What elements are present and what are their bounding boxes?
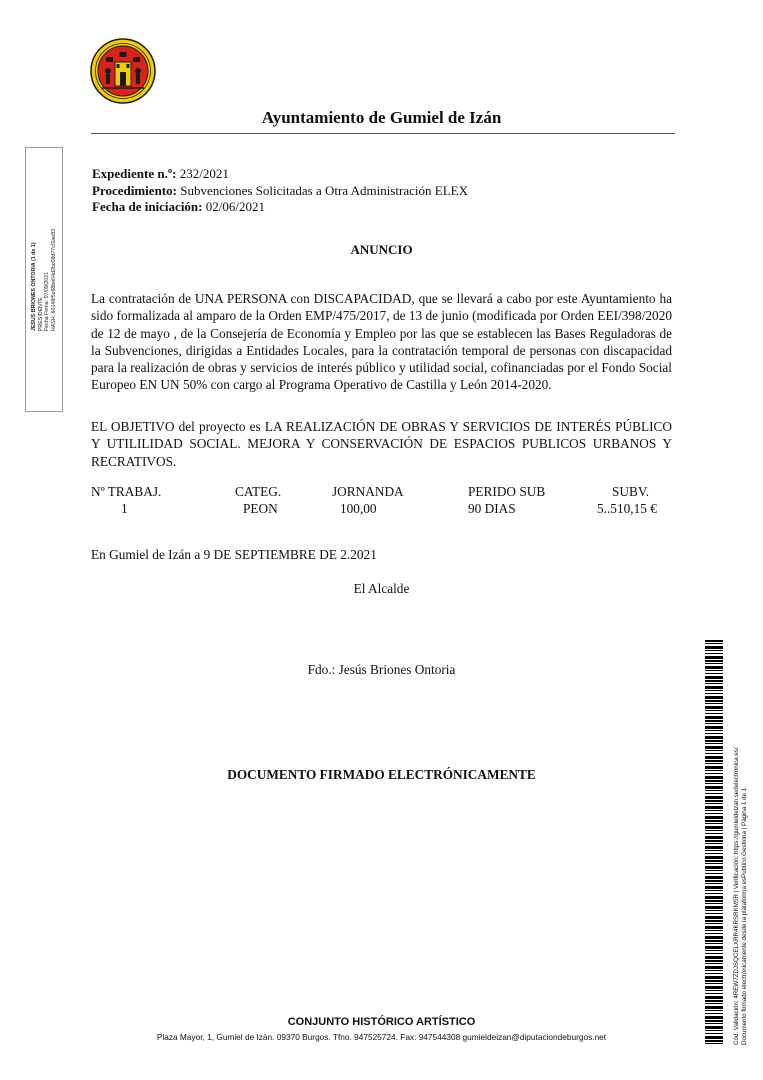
signer-role: PRESIDENTE — [37, 296, 44, 331]
cell-workday: 100,00 — [340, 501, 377, 516]
col-header-workday: JORNANDA — [332, 484, 404, 499]
mayor-title: El Alcalde — [353, 581, 410, 596]
electronic-signature-notice: DOCUMENTO FIRMADO ELECTRÓNICAMENTE — [227, 767, 536, 782]
expediente-label: Expediente n.º: — [92, 166, 177, 181]
cell-workers: 1 — [121, 501, 128, 516]
fecha-value: 02/06/2021 — [205, 199, 265, 214]
col-header-subsidy: SUBV. — [612, 484, 650, 499]
signature-date: Fecha Firma: 07/09/2021 — [44, 271, 50, 331]
paragraph-objective: EL OBJETIVO del proyecto es LA REALIZACIÓN DE OBRAS Y SERVICIOS DE INTERÉS PÚBLICO Y UTILILIDAD SOCIAL. MEJORA Y CONSERVACIÓN DE ESPACIOS PUBLICOS URBANOS Y RECRATIVOS. — [91, 419, 672, 469]
footer-address: Plaza Mayor, 1, Gumiel de Izán. 09370 Burgos. Tfno. 947525724. Fax: 947544308 gumieldeizan@diputaciondeburgos.net — [156, 1032, 607, 1042]
verification-code: Cód. Validación: 4REW7ZDJSQCELXRR4KRSRKM5R | Verificación: https://gumieldeizan.sedelectronica.es/ — [733, 747, 740, 1045]
cell-subsidy: 5..510,15 € — [597, 501, 657, 516]
procedimiento-label: Procedimiento: — [92, 182, 177, 198]
signed-by: Fdo.: Jesús Briones Ontoria — [307, 662, 456, 677]
col-header-period: PERIDO SUB — [468, 484, 546, 499]
signature-stamp — [25, 147, 63, 412]
col-header-category: CATEG. — [235, 484, 282, 499]
header-divider — [91, 133, 675, 134]
document-heading: ANUNCIO — [350, 242, 413, 257]
footer-title: CONJUNTO HISTÓRICO ARTÍSTICO — [287, 1016, 476, 1028]
signature-hash: HASH: 60148f5c68be04d2bc08d77cf2ae83 — [50, 228, 57, 331]
col-header-workers: Nº TRABAJ. — [91, 484, 162, 499]
contract-table — [91, 483, 681, 517]
table-header-row — [91, 483, 681, 500]
file-metadata — [92, 166, 468, 216]
coat-of-arms-icon — [90, 38, 156, 104]
verification-platform: Documento firmado electrónicamente desde la plataforma esPublico Gestiona | Página 1 de 1 — [741, 787, 748, 1045]
verification-text — [733, 640, 749, 1045]
cell-period: 90 DIAS — [468, 501, 516, 516]
barcode-icon — [705, 640, 723, 1045]
fecha-label: Fecha de iniciación: — [92, 199, 203, 214]
cell-category: PEON — [243, 501, 278, 516]
signer-name: JESUS BRIONES ONTORIA (1 de 1) — [31, 242, 37, 331]
paragraph-contract: La contratación de UNA PERSONA con DISCAPACIDAD, que se llevará a cabo por este Ayuntamiento ha sido formalizada al amparo de la Orden EMP/475/2017, de 13 de junio (modificada por Orden EEI/398/2020 de 12 de mayo , de la Consejería de Economía y Empleo por las que se establecen las Bases Reguladoras de la Subvenciones, dirigidas a Entidades Locales, para la contratación temporal de personas con discapacidad para la realización de obras y servicios de interés público y utilidad social, cofinanciadas por el Fondo Social Europeo EN UN 50% con cargo al Programa Operativo de Castilla y León 2014-2020. — [91, 291, 672, 393]
table-row — [91, 500, 681, 517]
town-title: Ayuntamiento de Gumiel de Izán — [261, 108, 502, 127]
procedimiento-value: Subvenciones Solicitadas a Otra Administración ELEX — [180, 182, 468, 198]
place-date: En Gumiel de Izán a 9 DE SEPTIEMBRE DE 2.2021 — [91, 547, 377, 562]
expediente-value: 232/2021 — [179, 166, 229, 181]
